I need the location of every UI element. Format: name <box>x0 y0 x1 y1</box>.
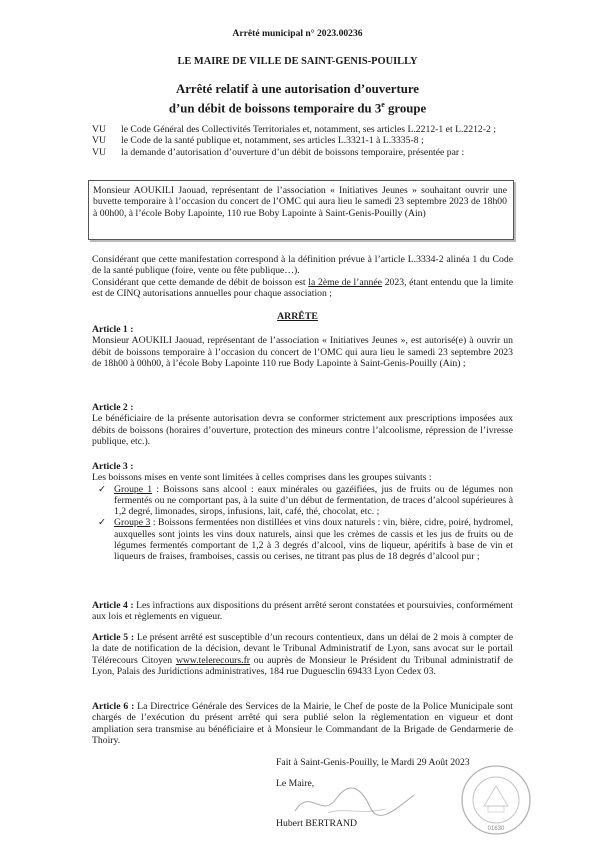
article-2 <box>92 402 513 447</box>
article-2-title: Article 2 : <box>92 402 134 413</box>
handwritten-signature <box>290 781 420 823</box>
article-4-title: Article 4 : <box>92 600 134 611</box>
checkmark-icon: ✓ <box>98 483 107 495</box>
article-5-title: Article 5 : <box>92 632 135 643</box>
stamp-code: 01630 <box>487 826 505 832</box>
title-line-2: d’un débit de boissons temporaire du 3e groupe <box>168 100 427 116</box>
article-2-text: Le bénéficiaire de la présente autorisation devra se conformer strictement aux prescriptions imposées aux débits de boissons (horaires d’ouverture, protection des mineurs contre l’alcoolisme, répression de l’ivresse publique, etc.). <box>92 413 513 447</box>
telerecours-link[interactable]: www.telerecours.fr <box>175 654 251 666</box>
signature-place-date: Fait à Saint-Genis-Pouilly, le Mardi 29 Août 2023 <box>276 757 470 768</box>
group-1-item <box>92 484 513 518</box>
municipal-seal-stamp <box>459 762 533 838</box>
request-text: Monsieur AOUKILI Jaouad, représentant de l’association « Initiatives Jeunes » souhaitant ouvrir une buvette temporaire à l’occasion du concert de l’OMC qui aura lieu le samedi 23 septembre 2023 de 18h00 à 00h00, à l’école Boby Lapointe, 110 rue Boby Lapointe à Saint-Genis-Pouilly (Ain) <box>93 185 507 219</box>
vu-text: la demande d’autorisation d’ouverture d’un débit de boissons temporaire, présentée par : <box>121 146 465 158</box>
considerant-1: Considérant que cette manifestation correspond à la définition prévue à l’article L.3334-2 alinéa 1 du Code de la santé publique (foire, vente ou fête publique…). <box>92 254 513 277</box>
vu-label: VU <box>92 124 106 135</box>
article-6-text: La Directrice Générale des Services de la Mairie, le Chef de poste de la Police Municipale sont chargés de l’exécution du présent arrêté qui sera publié selon la règlementation en vigueur et dont ampliation sera transmise au bénéficiaire et à Monsieur le Commandant de la Brigade de Gendarmerie de Thoiry. <box>92 701 514 746</box>
article-3-title: Article 3 : <box>92 461 134 472</box>
checkmark-icon: ✓ <box>98 517 107 529</box>
article-1-text: Monsieur AOUKILI Jaouad, représentant de l’association « Initiatives Jeunes », est autorisé(e) à ouvrir un débit de boissons temporaire à l’occasion du concert de l’OMC qui aura lieu le samedi 23 septembre 2023 de 18h00 à 00h00, à l’école Boby Lapointe 110 rue Body Lapointe à Saint-Genis-Pouilly (Ain) ; <box>92 335 513 369</box>
article-1 <box>92 324 513 369</box>
vu-label: VU <box>92 135 106 147</box>
group-1-text: : Boissons sans alcool : eaux minérales ou gazéifiées, jus de fruits ou de légumes non fermentés ou ne comportant pas, à la suite d’un début de fermentation, de traces d’alcool supérieures à 1,2 degré, limonades, sirops, infusions, lait, café, thé, chocolat, etc. ; <box>114 483 513 518</box>
group-3-item <box>92 517 513 562</box>
document-title <box>0 81 595 116</box>
signature-role: Le Maire, <box>276 778 315 789</box>
vu-text: le Code Général des Collectivités Territoriales et, notamment, ses articles L.2212-1 et L.2212-2 ; <box>121 124 496 135</box>
group-1-label: Groupe 1 <box>114 483 153 495</box>
group-3-label: Groupe 3 <box>114 517 151 529</box>
signature-name: Hubert BERTRAND <box>276 818 357 829</box>
vu-item <box>92 135 512 146</box>
article-1-title: Article 1 : <box>92 324 134 335</box>
article-6-title: Article 6 : <box>92 701 135 712</box>
arrete-heading: ARRÊTE <box>277 311 318 322</box>
vu-item <box>92 124 512 135</box>
title-line-1: Arrêté relatif à une autorisation d’ouverture <box>176 82 419 96</box>
article-6 <box>92 701 513 746</box>
article-5-text: Le présent arrêté est susceptible d’un recours contentieux, dans un délai de 2 mois à compter de la date de notification de la décision, devant le Tribunal Administratif de Lyon, sans avocat sur le portail Télérecours Citoyen <box>92 632 513 666</box>
arrete-number: Arrêté municipal n° 2023.00236 <box>232 28 363 39</box>
authority-heading: LE MAIRE DE VILLE DE SAINT-GENIS-POUILLY <box>177 56 418 67</box>
article-3 <box>92 461 513 563</box>
vu-list <box>92 124 512 158</box>
article-3-text: Les boissons mises en vente sont limitées à celles comprises dans les groupes suivants : <box>92 472 432 484</box>
vu-label: VU <box>92 146 106 158</box>
article-4 <box>92 600 513 623</box>
vu-text: le Code de la santé publique et, notamment, ses articles L.3321-1 à L.3335-8 ; <box>121 135 424 147</box>
vu-item <box>92 147 512 158</box>
article-4-text: Les infractions aux dispositions du présent arrêté seront constatées et poursuivies, conformément aux lois et règlements en vigueur. <box>92 600 513 623</box>
request-box <box>88 180 514 240</box>
group-3-text: : Boissons fermentées non distillées et vins doux naturels : vin, bière, cidre, poiré, hydromel, auxquelles sont joints les vins doux naturels, ainsi que les crèmes de cassis et les jus de fruits ou de légumes fermentés comportant de 1,2 à 3 degrés d’alcool, vins de liqueur, apéritifs à base de vin et liqueurs de fraises, framboises, cassis ou cerises, ne titrant pas plus de 18 degrés d’alcool pur ; <box>114 517 513 563</box>
article-5: Article 5 : Le présent arrêté est susceptible d’un recours contentieux, dans un délai de 2 mois à compter de la date de notification de la décision, devant le Tribunal Administratif de Lyon, sans avocat sur le portail Télérecours Citoyen www.telerecours.fr ou auprès de Monsieur le Président du Tribunal administratif de Lyon, Palais des Juridictions administratives, 184 rue Duguesclin 69433 Lyon Cedex 03. <box>92 632 513 677</box>
considerant-2: Considérant que cette demande de débit de boisson est la 2ème de l’année 2023, étant entendu que la limite est de CINQ autorisations annuelles pour chaque association ; <box>92 277 514 300</box>
